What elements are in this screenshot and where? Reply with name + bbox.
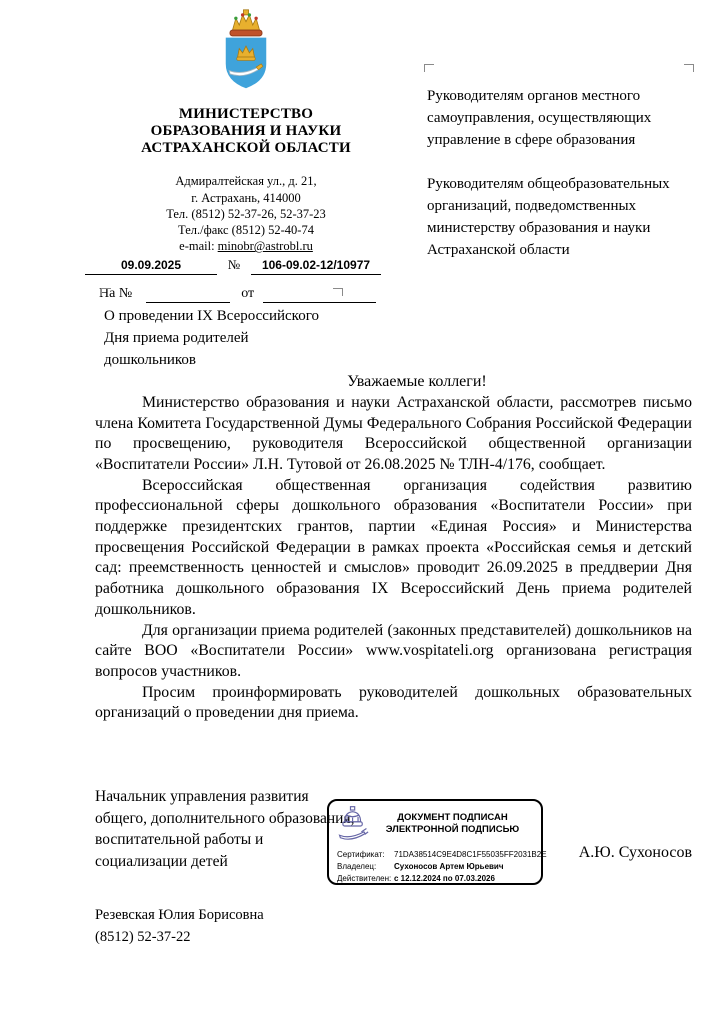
- address-fax: Тел./факс (8512) 52-40-74: [178, 223, 314, 238]
- addressee-paragraph-1: Руководителям органов местного самоуправления, осуществляющих управление в сфере образования: [427, 88, 652, 149]
- letterhead: [85, 8, 407, 303]
- stamp-title-line2: ЭЛЕКТРОННОЙ ПОДПИСЬЮ: [385, 824, 520, 836]
- corner-mark-top-right: [684, 64, 694, 72]
- validity-label: Действителен:: [337, 874, 392, 883]
- certificate-value: 71DA38514C9E4D8C1F55035FF2031B2E: [394, 850, 547, 859]
- corner-mark-top-left: [424, 64, 434, 72]
- digital-signature-stamp: [327, 799, 547, 885]
- ministry-name-line2: ОБРАЗОВАНИЯ И НАУКИ: [150, 123, 342, 140]
- executor-phone: (8512) 52-37-22: [95, 929, 191, 946]
- signer-name: А.Ю. Сухоносов: [578, 844, 692, 861]
- subject-corner-left: [101, 288, 111, 296]
- stamp-title: [370, 805, 535, 847]
- addressee-paragraph-2: Руководителям общеобразовательных организаций, подведомственных министерству образования и науки Астраханской области: [427, 176, 670, 259]
- body-paragraph-2: Всероссийская общественная организация содействия развитию профессиональной сферы дошкольного образования «Воспитатели России» при поддержке президентских грантов, партии «Единая Россия» и Министерства просвещения Российской Федерации в рамках проекта «Российская семья и детский сад: преемственность ценностей и смыслов» проводит 26.09.2025 в преддверии Дня работника дошкольного образования IX Всероссийский День приема родителей дошкольников.: [95, 476, 692, 618]
- stamp-owner-row: [337, 862, 535, 871]
- stamp-header: [336, 805, 535, 847]
- email-link[interactable]: minobr@astrobl.ru: [217, 239, 313, 254]
- number-sign: №: [227, 256, 241, 272]
- certificate-label: Сертификат:: [337, 850, 385, 859]
- subject-corner-right: [333, 288, 343, 296]
- stamp-title-line1: ДОКУМЕНТ ПОДПИСАН: [397, 812, 508, 823]
- ministry-address: [85, 173, 407, 254]
- address-street: Адмиралтейская ул., д. 21,: [175, 174, 317, 189]
- stamp-crown-sword-icon: [336, 805, 370, 847]
- address-email-line: [85, 238, 407, 254]
- coat-of-arms-logo: [219, 8, 273, 96]
- ministry-name-line3: АСТРАХАНСКОЙ ОБЛАСТИ: [141, 140, 351, 157]
- stamp-validity-row: [337, 874, 535, 883]
- letter-body: [95, 372, 692, 724]
- doc-number-field: 106-09.02-12/10977: [251, 258, 381, 275]
- subject-text: О проведении IX Всероссийского Дня приема родителей дошкольников: [104, 308, 319, 369]
- doc-number-line: [85, 257, 407, 275]
- ministry-name: [85, 106, 407, 157]
- executor-name: Резевская Юлия Борисовна: [95, 907, 264, 923]
- address-phone: Тел. (8512) 52-37-26, 52-37-23: [166, 206, 326, 221]
- owner-value: Сухоносов Артем Юрьевич: [394, 862, 504, 871]
- ref-from-label: от: [241, 285, 255, 301]
- email-label: e-mail:: [179, 239, 218, 254]
- salutation: Уважаемые коллеги!: [347, 373, 487, 390]
- executor-block: [95, 904, 264, 949]
- body-paragraph-3: Для организации приема родителей (законных представителей) дошкольников на сайте ВОО «Воспитатели России» www.vospitateli.org организована регистрация вопросов участников.: [95, 621, 692, 680]
- body-paragraph-1: Министерство образования и науки Астраханской области, рассмотрев письмо члена Комитета Государственной Думы Федерального Собрания Российской Федерации по просвещению, руководителя Всероссийской общественной организации «Воспитатели России» Л.Н. Тутовой от 26.08.2025 № ТЛН-4/176, сообщает.: [95, 393, 692, 474]
- address-city: г. Астрахань, 414000: [191, 190, 301, 205]
- stamp-details: [337, 850, 547, 883]
- signer-position: Начальник управления развития общего, дополнительного образования, воспитательной работы и социализации детей: [95, 788, 355, 871]
- stamp-certificate-row: [337, 850, 547, 859]
- doc-date-field: 09.09.2025: [85, 258, 217, 275]
- ministry-name-line1: МИНИСТЕРСТВО: [178, 106, 314, 122]
- owner-label: Владелец:: [337, 862, 377, 871]
- body-paragraph-4: Просим проинформировать руководителей дошкольных образовательных организаций о проведении дня приема.: [95, 683, 692, 722]
- subject-block: [104, 285, 340, 371]
- ref-label: На №: [99, 285, 133, 301]
- validity-value: с 12.12.2024 по 07.03.2026: [394, 874, 495, 883]
- addressee-block: [427, 64, 691, 261]
